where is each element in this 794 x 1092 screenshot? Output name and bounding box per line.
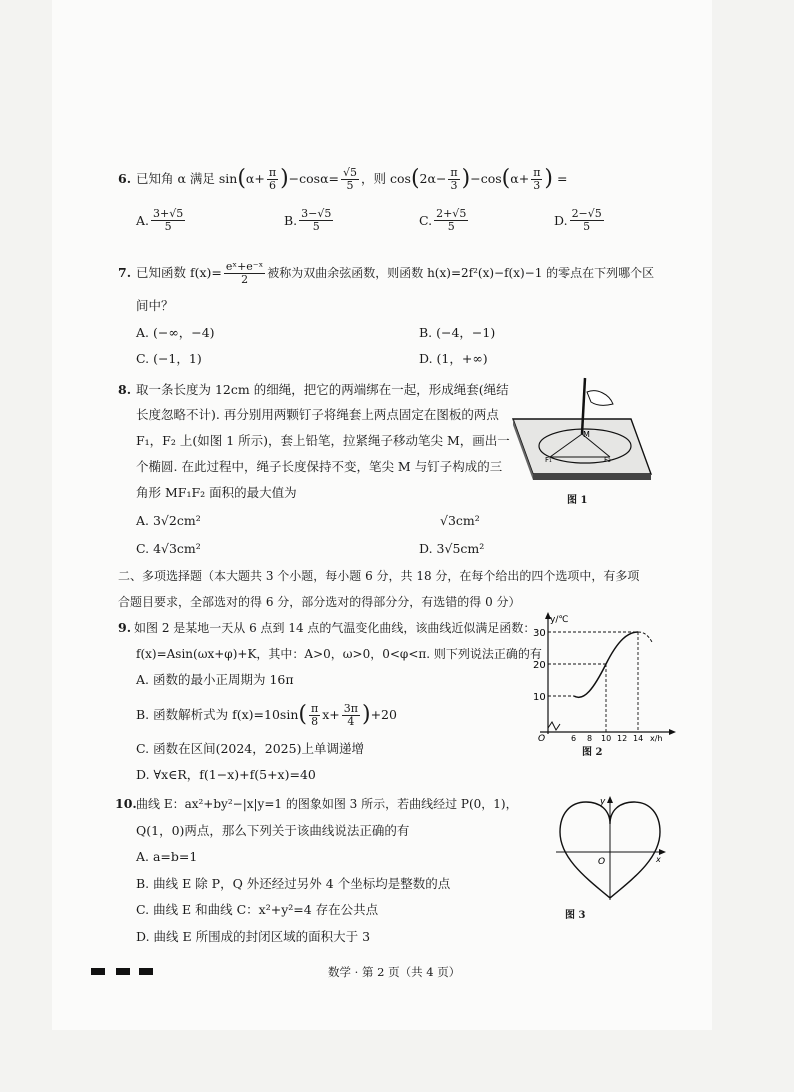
q6-stem-a: 已知角 α 满足 sin [136,171,238,186]
x-tick-label: 14 [633,734,644,742]
label-m: M [583,430,590,439]
y-tick-label: 20 [533,660,546,671]
q8-option-a[interactable]: A. 3√2cm² [136,513,201,528]
label-f2: F₂ [604,456,611,464]
footer-mark [116,968,130,975]
y-tick-label: 10 [533,692,546,703]
q7-stem-b: 被称为双曲余弦函数，则函数 h(x)=2f²(x)−f(x)−1 的零点在下列哪个区 [267,266,655,280]
option-label: C. [419,212,433,228]
q10-line: Q(1，0)两点，那么下列关于该曲线说法正确的有 [136,823,410,838]
q7-stem-cont: 间中？ [136,298,174,313]
fraction [570,208,604,233]
q6-option-c[interactable] [419,208,470,233]
fraction [531,167,542,192]
q7-number: 7. [118,265,132,280]
paren: ) [544,166,554,191]
q9-option-b-text: +20 [370,707,397,722]
q8-line: 角形 MF₁F₂ 面积的最大值为 [136,485,297,500]
q10-option-a[interactable]: A. a=b=1 [136,849,198,864]
fraction-den: 3 [450,178,458,192]
figure-3-heart-curve [552,794,670,902]
fraction [267,167,278,192]
q10-number: 10. [115,796,137,811]
q6-option-b[interactable] [284,208,335,233]
q9-option-b[interactable] [136,699,397,731]
option-label: A. [136,212,150,228]
fraction-num: π [450,165,458,179]
axis-break [548,722,560,730]
footer-mark [139,968,153,975]
origin-label: O [538,734,546,742]
arrow-right-icon [669,729,676,735]
option-label: B. [284,212,298,228]
x-axis-label: x [656,855,661,864]
fraction-num: 3π [343,701,358,715]
q8-line: 个椭圆. 在此过程中，绳子长度保持不变，笔尖 M 与钉子构成的三 [136,459,503,474]
q8-line: F₁，F₂ 上(如图 1 所示)，套上铅笔，拉紧绳子移动笔尖 M，画出一 [136,433,510,448]
q8-option-c[interactable]: C. 4√3cm² [136,541,201,556]
q8-option-d[interactable]: D. 3√5cm² [419,541,485,556]
fraction-num: 3+√5 [153,207,184,220]
paren: ) [461,166,471,191]
fraction [448,167,459,192]
fraction-num: 3−√5 [301,207,332,220]
q6-stem-h: = [557,171,568,186]
board-edge [533,474,651,480]
fraction-num: √5 [343,165,358,179]
section-2-heading-cont: 合题目要求，全部选对的得 6 分，部分选对的得部分分，有选错的得 0 分） [118,595,521,609]
fraction-den: 5 [447,220,455,233]
q6-stem-d: ，则 cos [361,171,411,186]
footer-mark [91,968,105,975]
fraction-den: 5 [164,220,172,233]
q7-option-d[interactable]: D. (1，+∞) [419,351,488,366]
q6-stem-g: α+ [510,171,530,186]
q8-line: 长度忽略不计). 再分别用两颗钉子将绳套上两点固定在图板的两点 [136,407,499,422]
q7-option-b[interactable]: B. (−4，−1) [419,325,496,340]
fraction-den: 5 [346,178,354,192]
q7-stem-a: 已知函数 f(x)= [136,265,222,280]
paren: ( [410,166,420,191]
fraction [341,167,359,192]
q6-stem-c: −cosα= [288,171,340,186]
q6-number: 6. [118,171,132,186]
arrow-up-icon [607,796,613,803]
paren: ( [501,166,511,191]
temperature-curve [574,632,638,697]
fraction-num: 2−√5 [571,207,602,220]
fraction-den: 4 [347,714,355,728]
fraction-num: π [268,165,277,179]
fraction-num: π [310,701,319,715]
fraction-den: 5 [583,220,591,233]
fraction [224,261,265,286]
fraction-num: eˣ+e⁻ˣ [225,259,264,273]
x-axis-label: x/h [650,734,663,742]
q10-line: 曲线 E：ax²+by²−|x|y=1 的图象如图 3 所示，若曲线经过 P(0，1)， [136,797,518,811]
fraction [299,208,333,233]
q6-option-d[interactable] [554,208,606,233]
fraction [342,703,360,728]
figure-2-caption: 图 2 [582,747,603,758]
fraction-den: 8 [311,714,319,728]
figure-2-temperature-curve [528,610,678,742]
y-axis-label: y/℃ [550,615,569,625]
q6-stem-e: 2α− [419,171,447,186]
fraction-den: 5 [312,220,320,233]
x-tick-label: 10 [601,734,612,742]
option-label: D. [554,212,568,228]
q10-option-b[interactable]: B. 曲线 E 除 P，Q 外还经过另外 4 个坐标均是整数的点 [136,876,451,891]
label-f1: F₁ [545,456,552,464]
y-axis-label: y [600,797,606,807]
q9-option-b-text: B. 函数解析式为 f(x)=10sin [136,707,299,722]
hand-icon [587,391,613,406]
x-tick-label: 6 [571,734,577,742]
q9-option-b-text: x+ [322,707,340,722]
fraction-den: 2 [241,272,249,286]
origin-label: O [598,857,606,867]
page-number: 数学 · 第 2 页（共 4 页） [328,965,461,979]
fraction [434,208,468,233]
q10-option-d[interactable]: D. 曲线 E 所围成的封闭区域的面积大于 3 [136,929,371,944]
figure-3-caption: 图 3 [565,910,586,921]
q6-stem-b: α+ [245,171,265,186]
q6-option-a[interactable] [136,208,187,233]
q8-line: 取一条长度为 12cm 的细绳，把它的两端绑在一起，形成绳套(绳结 [136,382,509,397]
section-2-heading: 二、多项选择题（本大题共 3 个小题，每小题 6 分，共 18 分，在每个给出的四个选项中，有多项 [118,569,640,583]
figure-1-caption: 图 1 [567,495,588,506]
q10-option-c[interactable]: C. 曲线 E 和曲线 C：x²+y²=4 存在公共点 [136,902,379,917]
fraction-num: 2+√5 [436,207,467,220]
q9-option-a[interactable]: A. 函数的最小正周期为 16π [136,672,294,687]
q8-option-b[interactable]: √3cm² [440,513,480,528]
q8-number: 8. [118,382,132,397]
fraction [309,703,320,728]
fraction-num: π [533,165,541,179]
figure-1-ellipse-board [505,374,655,489]
fraction-den: 6 [268,178,276,192]
q9-line: f(x)=Asin(ωx+φ)+K，其中：A>0，ω>0，0<φ<π. 则下列说法正确的有 [136,647,542,661]
q9-line: 如图 2 是某地一天从 6 点到 14 点的气温变化曲线，该曲线近似满足函数： [134,621,536,635]
x-tick-label: 8 [587,734,593,742]
q7-stem [136,257,654,289]
y-tick-label: 30 [533,628,546,639]
fraction [151,208,185,233]
curve-extension [638,632,652,642]
q9-option-d[interactable]: D. ∀x∈R，f(1−x)+f(5+x)=40 [136,767,316,782]
paren: ( [237,166,246,191]
paren: ) [280,166,289,191]
fraction-den: 3 [533,178,541,192]
q7-option-c[interactable]: C. (−1，1) [136,351,202,366]
q6-stem-f: −cos [470,171,502,186]
x-tick-label: 12 [617,734,628,742]
paren: ) [361,702,371,727]
paren: ( [298,702,307,727]
q9-number: 9. [118,620,132,635]
q6-stem [136,163,568,195]
q7-option-a[interactable]: A. (−∞，−4) [136,325,215,340]
q9-option-c[interactable]: C. 函数在区间(2024，2025)上单调递增 [136,741,364,756]
